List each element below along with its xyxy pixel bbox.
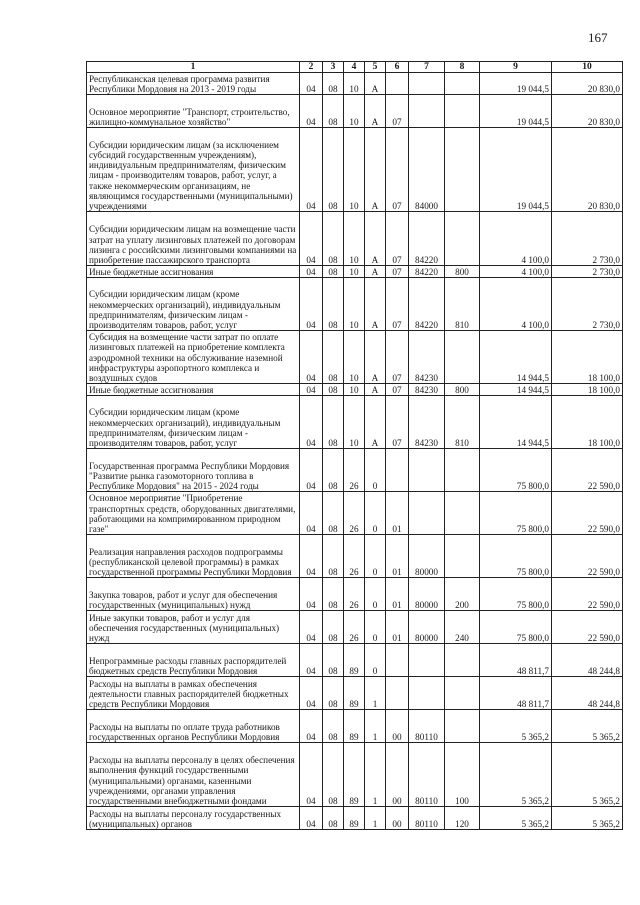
table-row — [87, 128, 623, 212]
row-value-cell: 5 365,2 — [480, 710, 552, 743]
row-value-cell: 800 — [445, 384, 480, 396]
row-value-cell: 5 365,2 — [552, 743, 623, 807]
row-value-cell: 75 800,0 — [480, 492, 552, 535]
row-value-cell: 75 800,0 — [480, 535, 552, 578]
row-value-cell: 4 100,0 — [480, 266, 552, 278]
row-description-cell: Основное мероприятие "Транспорт, строительство, жилищно-коммунальное хозяйство" — [87, 95, 300, 128]
row-value-cell: А — [365, 128, 386, 212]
row-value-cell: 19 044,5 — [480, 95, 552, 128]
table-row — [87, 449, 623, 492]
row-value-cell: 810 — [445, 396, 480, 449]
table-body — [87, 73, 623, 830]
row-value-cell: 04 — [300, 396, 323, 449]
row-value-cell: 200 — [445, 578, 480, 611]
row-value-cell: 75 800,0 — [480, 611, 552, 644]
row-value-cell: 08 — [323, 396, 344, 449]
row-value-cell: 0 — [365, 492, 386, 535]
row-value-cell: 10 — [344, 95, 365, 128]
table-row — [87, 578, 623, 611]
row-value-cell: 00 — [386, 710, 409, 743]
row-value-cell: 10 — [344, 396, 365, 449]
row-value-cell: 22 590,0 — [552, 611, 623, 644]
row-value-cell: 07 — [386, 331, 409, 384]
row-value-cell: А — [365, 73, 386, 95]
row-value-cell: 89 — [344, 644, 365, 677]
row-value-cell: 26 — [344, 611, 365, 644]
row-value-cell: 10 — [344, 73, 365, 95]
table-row — [87, 266, 623, 278]
row-value-cell: 18 100,0 — [552, 331, 623, 384]
row-value-cell: 80110 — [409, 807, 445, 830]
row-description-cell: Закупка товаров, работ и услуг для обеспечения государственных (муниципальных) нужд — [87, 578, 300, 611]
row-value-cell: 48 244,8 — [552, 677, 623, 710]
row-value-cell — [445, 677, 480, 710]
row-value-cell: 84220 — [409, 278, 445, 331]
row-value-cell: 20 830,0 — [552, 73, 623, 95]
column-header: 10 — [552, 62, 623, 73]
table-row — [87, 535, 623, 578]
row-value-cell: 84230 — [409, 384, 445, 396]
row-value-cell: 84230 — [409, 396, 445, 449]
row-value-cell: 1 — [365, 710, 386, 743]
row-value-cell: 84230 — [409, 331, 445, 384]
row-value-cell: 5 365,2 — [480, 743, 552, 807]
column-header: 4 — [344, 62, 365, 73]
row-value-cell: 1 — [365, 677, 386, 710]
row-value-cell: 04 — [300, 611, 323, 644]
table-row — [87, 278, 623, 331]
row-value-cell: 4 100,0 — [480, 212, 552, 266]
row-description-cell: Реализация направления расходов подпрограммы (республиканской целевой программы) в рамках государственной программы Республики Мордовия — [87, 535, 300, 578]
table-row — [87, 73, 623, 95]
row-value-cell: 26 — [344, 492, 365, 535]
row-value-cell: А — [365, 212, 386, 266]
row-value-cell: 0 — [365, 535, 386, 578]
row-description-cell: Субсидии юридическим лицам (за исключением субсидий государственным учреждениям), индивидуальным предпринимателям, физическим лицам - производителям товаров, работ, услуг, а также некоммерческим организациям, не являющимся государственными (муниципальными) учреждениями — [87, 128, 300, 212]
row-value-cell: 2 730,0 — [552, 266, 623, 278]
row-description-cell: Республиканская целевая программа развития Республики Мордовия на 2013 - 2019 годы — [87, 73, 300, 95]
row-value-cell: 89 — [344, 710, 365, 743]
row-value-cell: 08 — [323, 278, 344, 331]
row-value-cell: 08 — [323, 212, 344, 266]
row-value-cell: 10 — [344, 212, 365, 266]
row-value-cell: 04 — [300, 449, 323, 492]
row-value-cell: А — [365, 384, 386, 396]
row-value-cell: 19 044,5 — [480, 128, 552, 212]
table-row — [87, 331, 623, 384]
row-value-cell: 04 — [300, 710, 323, 743]
budget-table — [86, 61, 623, 830]
table-row — [87, 710, 623, 743]
row-value-cell: 100 — [445, 743, 480, 807]
row-value-cell: 10 — [344, 266, 365, 278]
row-value-cell — [386, 677, 409, 710]
row-value-cell — [445, 212, 480, 266]
row-value-cell: 84220 — [409, 266, 445, 278]
row-value-cell: 75 800,0 — [480, 578, 552, 611]
row-value-cell: 14 944,5 — [480, 384, 552, 396]
row-value-cell: 89 — [344, 743, 365, 807]
row-value-cell: 0 — [365, 449, 386, 492]
table-row — [87, 743, 623, 807]
row-value-cell: 07 — [386, 95, 409, 128]
row-value-cell: 4 100,0 — [480, 278, 552, 331]
row-description-cell: Иные бюджетные ассигнования — [87, 266, 300, 278]
row-value-cell: 120 — [445, 807, 480, 830]
row-value-cell: 08 — [323, 807, 344, 830]
row-value-cell: 04 — [300, 807, 323, 830]
row-value-cell: 07 — [386, 384, 409, 396]
row-value-cell: 08 — [323, 611, 344, 644]
row-value-cell: 810 — [445, 278, 480, 331]
table-row — [87, 644, 623, 677]
row-value-cell: 00 — [386, 807, 409, 830]
row-value-cell: 10 — [344, 278, 365, 331]
row-value-cell: А — [365, 278, 386, 331]
row-value-cell: 20 830,0 — [552, 128, 623, 212]
row-value-cell: 80110 — [409, 743, 445, 807]
row-value-cell: 89 — [344, 807, 365, 830]
row-value-cell: 08 — [323, 73, 344, 95]
row-description-cell: Субсидии юридическим лицам (кроме некоммерческих организаций), индивидуальным предпринимателям, физическим лицам - производителям товаров, работ, услуг — [87, 396, 300, 449]
row-value-cell — [445, 535, 480, 578]
row-value-cell: 80000 — [409, 535, 445, 578]
row-value-cell: 5 365,2 — [480, 807, 552, 830]
row-value-cell: 04 — [300, 95, 323, 128]
row-value-cell: 0 — [365, 611, 386, 644]
row-description-cell: Иные закупки товаров, работ и услуг для обеспечения государственных (муниципальных) нужд — [87, 611, 300, 644]
row-description-cell: Иные бюджетные ассигнования — [87, 384, 300, 396]
row-value-cell: А — [365, 331, 386, 384]
row-value-cell: 04 — [300, 331, 323, 384]
row-value-cell: 07 — [386, 266, 409, 278]
row-value-cell: 08 — [323, 677, 344, 710]
column-header: 5 — [365, 62, 386, 73]
row-value-cell: 07 — [386, 278, 409, 331]
row-value-cell: 08 — [323, 384, 344, 396]
row-value-cell: 26 — [344, 578, 365, 611]
table-row — [87, 677, 623, 710]
row-value-cell — [409, 95, 445, 128]
row-value-cell: 80110 — [409, 710, 445, 743]
row-value-cell: 5 365,2 — [552, 710, 623, 743]
row-description-cell: Субсидии юридическим лицам на возмещение части затрат на уплату лизинговых платежей по договорам лизинга с российскими лизинговыми компаниями на приобретение пассажирского транспорта — [87, 212, 300, 266]
row-value-cell: 2 730,0 — [552, 278, 623, 331]
row-value-cell: 08 — [323, 644, 344, 677]
row-value-cell: 5 365,2 — [552, 807, 623, 830]
row-value-cell: 04 — [300, 384, 323, 396]
row-value-cell: А — [365, 95, 386, 128]
page-number: 167 — [588, 30, 608, 45]
column-header: 6 — [386, 62, 409, 73]
row-value-cell — [445, 492, 480, 535]
row-value-cell: 08 — [323, 578, 344, 611]
row-value-cell: 10 — [344, 331, 365, 384]
row-value-cell: 0 — [365, 644, 386, 677]
row-description-cell: Расходы на выплаты по оплате труда работников государственных органов Республики Мордовия — [87, 710, 300, 743]
row-value-cell: 01 — [386, 492, 409, 535]
table-header-row — [87, 62, 623, 73]
row-value-cell: 14 944,5 — [480, 331, 552, 384]
row-value-cell: 80000 — [409, 578, 445, 611]
row-value-cell: 2 730,0 — [552, 212, 623, 266]
row-description-cell: Непрограммные расходы главных распорядителей бюджетных средств Республики Мордовия — [87, 644, 300, 677]
row-value-cell: 04 — [300, 278, 323, 331]
column-header: 1 — [87, 62, 300, 73]
column-header: 7 — [409, 62, 445, 73]
table-row — [87, 611, 623, 644]
row-value-cell: 84220 — [409, 212, 445, 266]
row-value-cell: 08 — [323, 266, 344, 278]
row-value-cell — [445, 95, 480, 128]
row-value-cell: 19 044,5 — [480, 73, 552, 95]
row-value-cell: 10 — [344, 128, 365, 212]
row-description-cell: Субсидия на возмещение части затрат по оплате лизинговых платежей на приобретение комплекта аэродромной техники на обслуживание наземной инфраструктуры аэропортного комплекса и воздушных судов — [87, 331, 300, 384]
row-value-cell: 08 — [323, 331, 344, 384]
table-row — [87, 492, 623, 535]
row-value-cell: 48 811,7 — [480, 644, 552, 677]
row-value-cell — [445, 644, 480, 677]
row-value-cell: 22 590,0 — [552, 449, 623, 492]
row-value-cell: 01 — [386, 578, 409, 611]
row-value-cell: 22 590,0 — [552, 492, 623, 535]
row-value-cell: А — [365, 266, 386, 278]
row-value-cell: 800 — [445, 266, 480, 278]
row-value-cell: 04 — [300, 644, 323, 677]
row-value-cell: 0 — [365, 578, 386, 611]
row-value-cell: 08 — [323, 743, 344, 807]
column-header: 8 — [445, 62, 480, 73]
row-value-cell: 20 830,0 — [552, 95, 623, 128]
table-row — [87, 807, 623, 830]
row-value-cell: 75 800,0 — [480, 449, 552, 492]
row-value-cell: 04 — [300, 73, 323, 95]
table-row — [87, 396, 623, 449]
row-value-cell — [445, 449, 480, 492]
row-value-cell: 04 — [300, 677, 323, 710]
row-description-cell: Расходы на выплаты в рамках обеспечения деятельности главных распорядителей бюджетных средств Республики Мордовия — [87, 677, 300, 710]
table-row — [87, 384, 623, 396]
row-value-cell — [445, 710, 480, 743]
row-value-cell: 89 — [344, 677, 365, 710]
row-value-cell: 04 — [300, 743, 323, 807]
row-description-cell: Расходы на выплаты персоналу государственных (муниципальных) органов — [87, 807, 300, 830]
row-value-cell: 04 — [300, 578, 323, 611]
row-value-cell — [445, 73, 480, 95]
row-value-cell: 01 — [386, 611, 409, 644]
row-value-cell — [409, 449, 445, 492]
row-value-cell — [409, 644, 445, 677]
row-description-cell: Государственная программа Республики Мордовия "Развитие рынка газомоторного топлива в Республике Мордовия" на 2015 - 2024 годы — [87, 449, 300, 492]
row-value-cell: 08 — [323, 95, 344, 128]
row-value-cell: 07 — [386, 212, 409, 266]
row-value-cell: 80000 — [409, 611, 445, 644]
row-value-cell: 08 — [323, 710, 344, 743]
row-value-cell: 26 — [344, 535, 365, 578]
row-value-cell — [386, 644, 409, 677]
row-value-cell: 48 811,7 — [480, 677, 552, 710]
table-row — [87, 95, 623, 128]
row-value-cell: 18 100,0 — [552, 384, 623, 396]
row-value-cell: 08 — [323, 535, 344, 578]
row-value-cell — [409, 677, 445, 710]
row-value-cell: 04 — [300, 212, 323, 266]
row-value-cell: 10 — [344, 384, 365, 396]
row-value-cell — [386, 449, 409, 492]
column-header: 3 — [323, 62, 344, 73]
row-value-cell — [409, 492, 445, 535]
row-value-cell: 240 — [445, 611, 480, 644]
row-value-cell: 84000 — [409, 128, 445, 212]
row-value-cell — [445, 331, 480, 384]
row-description-cell: Основное мероприятие "Приобретение транспортных средств, оборудованных двигателями, работающими на компримированном природном газе" — [87, 492, 300, 535]
row-value-cell — [445, 128, 480, 212]
row-value-cell: 26 — [344, 449, 365, 492]
row-value-cell: 04 — [300, 266, 323, 278]
row-value-cell: 04 — [300, 128, 323, 212]
row-value-cell: 18 100,0 — [552, 396, 623, 449]
row-value-cell: 07 — [386, 396, 409, 449]
column-header: 9 — [480, 62, 552, 73]
row-value-cell: 01 — [386, 535, 409, 578]
row-value-cell: 07 — [386, 128, 409, 212]
row-description-cell: Субсидии юридическим лицам (кроме некоммерческих организаций), индивидуальным предпринимателям, физическим лицам - производителям товаров, работ, услуг — [87, 278, 300, 331]
row-value-cell: А — [365, 396, 386, 449]
row-value-cell — [386, 73, 409, 95]
row-value-cell: 08 — [323, 128, 344, 212]
row-value-cell: 08 — [323, 492, 344, 535]
row-value-cell: 48 244,8 — [552, 644, 623, 677]
row-value-cell: 22 590,0 — [552, 535, 623, 578]
row-value-cell: 00 — [386, 743, 409, 807]
column-header: 2 — [300, 62, 323, 73]
row-value-cell: 1 — [365, 807, 386, 830]
row-description-cell: Расходы на выплаты персоналу в целях обеспечения выполнения функций государственными (муниципальными) органами, казенными учреждениями, органами управления государственными внебюджетными фондами — [87, 743, 300, 807]
table-row — [87, 212, 623, 266]
row-value-cell: 04 — [300, 535, 323, 578]
row-value-cell: 22 590,0 — [552, 578, 623, 611]
row-value-cell: 1 — [365, 743, 386, 807]
row-value-cell — [409, 73, 445, 95]
row-value-cell: 04 — [300, 492, 323, 535]
row-value-cell: 14 944,5 — [480, 396, 552, 449]
row-value-cell: 08 — [323, 449, 344, 492]
